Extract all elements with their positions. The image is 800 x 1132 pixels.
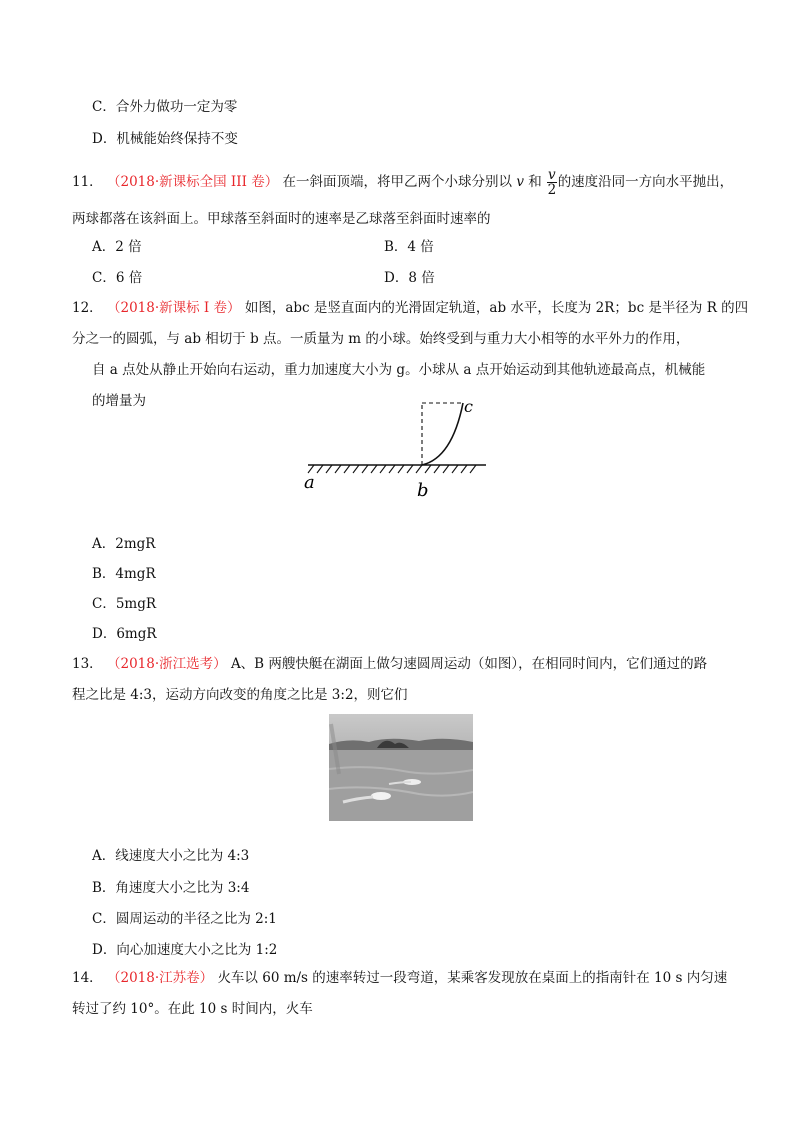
q11-frac-num: v	[548, 167, 556, 183]
ground-hatch	[416, 465, 422, 473]
ground-hatch	[452, 465, 458, 473]
ground-hatch	[461, 465, 467, 473]
q14-stem-line2: 转过了约 10°。在此 10 s 时间内，火车	[72, 1001, 313, 1017]
fig-label-a: a	[304, 472, 315, 493]
q14-stem-line1	[72, 968, 727, 988]
q13-option-a: A．线速度大小之比为 4:3	[92, 848, 250, 864]
q13-source: （2018·浙江选考）	[106, 656, 227, 672]
q11-option-d: D．8 倍	[384, 270, 435, 286]
q11-option-b: B．4 倍	[384, 239, 434, 255]
lake-boats-photo	[329, 714, 473, 821]
q11-number: 11．	[72, 174, 103, 190]
ground-hatch	[362, 465, 368, 473]
q11-text-b: 的速度沿同一方向水平抛出，	[557, 174, 734, 190]
ground-hatch	[407, 465, 413, 473]
q12-track-figure	[300, 392, 500, 504]
q11-frac-den: 2	[547, 182, 557, 198]
q10-option-d: D．机械能始终保持不变	[92, 131, 238, 147]
q12-stem-line1	[72, 298, 748, 318]
ground-hatch	[380, 465, 386, 473]
q12-source: （2018·新课标 I 卷）	[106, 300, 241, 316]
q11-text-a: 在一斜面顶端，将甲乙两个小球分别以	[282, 174, 517, 190]
fig-label-b: b	[417, 480, 429, 501]
q12-text-1: 如图，abc 是竖直面内的光滑固定轨道，ab 水平，长度为 2R；bc 是半径为 R 的四	[244, 300, 749, 316]
q11-option-a: A．2 倍	[92, 239, 142, 255]
q12-option-b: B．4mgR	[92, 566, 156, 582]
q13-option-b: B．角速度大小之比为 3:4	[92, 880, 250, 896]
q10-option-c: C．合外力做功一定为零	[92, 99, 238, 115]
ground-hatch	[353, 465, 359, 473]
q12-stem-line2: 分之一的圆弧，与 ab 相切于 b 点。一质量为 m 的小球。始终受到与重力大小相等的水平外力的作用，	[72, 331, 690, 347]
ground-hatch	[434, 465, 440, 473]
ground-hatch	[335, 465, 341, 473]
q13-stem-line1	[72, 654, 707, 674]
q11-fraction	[547, 168, 557, 197]
q14-text-1: 火车以 60 m/s 的速率转过一段弯道，某乘客发现放在桌面上的指南针在 10 s 内匀速	[217, 970, 728, 986]
ground-hatch	[425, 465, 431, 473]
ground-hatch	[443, 465, 449, 473]
q11-source: （2018·新课标全国 III 卷）	[106, 174, 279, 190]
q13-option-c: C．圆周运动的半径之比为 2:1	[92, 911, 277, 927]
q12-stem-line4: 的增量为	[92, 393, 146, 409]
q11-text-and: 和	[523, 174, 542, 190]
q11-stem-line1	[72, 168, 733, 197]
q13-number: 13．	[72, 656, 103, 672]
ground-hatch	[398, 465, 404, 473]
q12-option-d: D．6mgR	[92, 626, 157, 642]
q11-option-c: C．6 倍	[92, 270, 143, 286]
q12-option-a: A．2mgR	[92, 536, 156, 552]
q14-number: 14．	[72, 970, 103, 986]
q11-v: v	[516, 174, 524, 190]
ground-hatch	[317, 465, 323, 473]
ground-hatch	[344, 465, 350, 473]
q14-source: （2018·江苏卷）	[106, 970, 214, 986]
q13-text-1: A、B 两艘快艇在湖面上做匀速圆周运动（如图），在相同时间内，它们通过的路	[230, 656, 708, 672]
q12-number: 12．	[72, 300, 103, 316]
fig-label-c: c	[464, 397, 473, 416]
ground-hatch	[389, 465, 395, 473]
q11-stem-line2: 两球都落在该斜面上。甲球落至斜面时的速率是乙球落至斜面时速率的	[72, 211, 491, 227]
ground-hatch	[371, 465, 377, 473]
ground-hatch	[470, 465, 476, 473]
q12-stem-line3: 自 a 点处从静止开始向右运动，重力加速度大小为 g。小球从 a 点开始运动到其他轨迹最高点，机械能	[92, 362, 706, 378]
ground-hatch	[326, 465, 332, 473]
q13-stem-line2: 程之比是 4:3，运动方向改变的角度之比是 3:2，则它们	[72, 687, 408, 703]
q13-option-d: D．向心加速度大小之比为 1:2	[92, 942, 278, 958]
q12-option-c: C．5mgR	[92, 596, 157, 612]
